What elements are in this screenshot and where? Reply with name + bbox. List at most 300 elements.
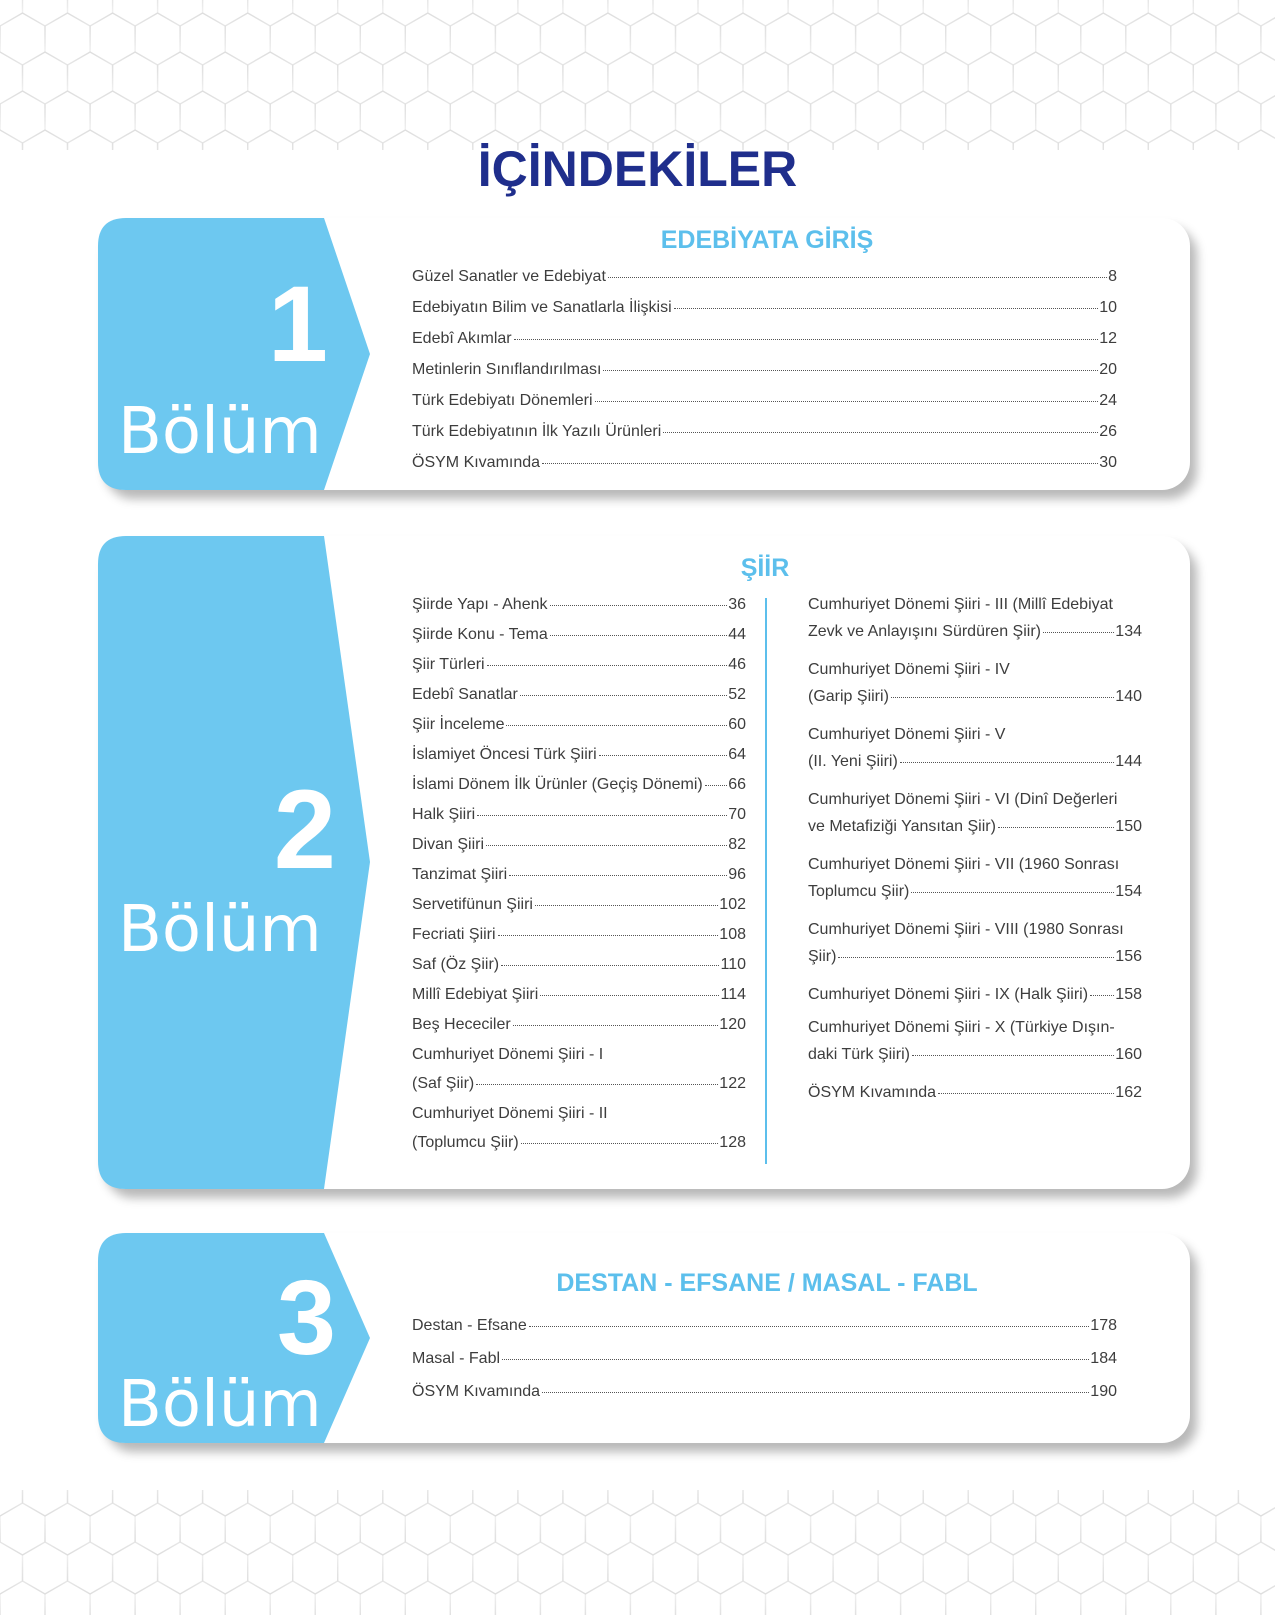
toc-entry-title: Edebiyatın Bilim ve Sanatlarla İlişkisi bbox=[412, 299, 672, 316]
toc-entry-title: Fecriati Şiiri bbox=[412, 926, 496, 943]
dot-leader bbox=[1090, 995, 1114, 996]
toc-entry bbox=[412, 1134, 746, 1152]
section-3-title: DESTAN - EFSANE / MASAL - FABL bbox=[556, 1269, 978, 1297]
hexagon-shape bbox=[248, 1542, 293, 1594]
hexagon-shape bbox=[698, 52, 743, 104]
hexagon-shape bbox=[1193, 1542, 1238, 1594]
hexagon-shape bbox=[495, 1581, 540, 1615]
hexagon-shape bbox=[856, 91, 901, 143]
toc-entry-title: ÖSYM Kıvamında bbox=[412, 1383, 541, 1400]
hexagon-shape bbox=[23, 0, 68, 26]
section-1-number: 1 bbox=[267, 263, 328, 384]
hexagon-shape bbox=[721, 1581, 766, 1615]
toc-entry-first-line: Cumhuriyet Dönemi Şiiri - VI (Dinî Değerleri bbox=[808, 791, 1118, 808]
hexagon-shape bbox=[135, 1503, 180, 1555]
toc-entry bbox=[412, 268, 1117, 286]
hexagon-shape bbox=[653, 0, 698, 26]
hexagon-shape bbox=[1013, 1542, 1058, 1594]
hexagon-shape bbox=[1261, 1503, 1275, 1555]
hexagon-shape bbox=[1148, 52, 1193, 104]
hexagon-shape bbox=[248, 0, 293, 26]
toc-entry-title: Edebî Akımlar bbox=[412, 330, 512, 347]
dot-leader bbox=[487, 665, 728, 666]
hexagon-shape bbox=[923, 1490, 968, 1516]
toc-entry-title: Türk Edebiyatının İlk Yazılı Ürünleri bbox=[412, 423, 662, 440]
hexagon-shape bbox=[203, 52, 248, 104]
toc-entry-page: 20 bbox=[1099, 361, 1117, 378]
hexagon-shape bbox=[113, 1542, 158, 1594]
hexagon-shape bbox=[1193, 52, 1238, 104]
hexagon-shape bbox=[563, 0, 608, 26]
hexagon-shape bbox=[135, 91, 180, 143]
dot-leader bbox=[674, 308, 1099, 309]
hexagon-shape bbox=[811, 1503, 856, 1555]
toc-entry-page: 44 bbox=[728, 626, 746, 643]
hexagon-shape bbox=[968, 1490, 1013, 1516]
hexagon-shape bbox=[1126, 1503, 1171, 1555]
toc-entry-title: (Toplumcu Şiir) bbox=[412, 1134, 519, 1151]
hexagon-shape bbox=[630, 1503, 675, 1555]
toc-entry-title: ÖSYM Kıvamında bbox=[412, 454, 541, 471]
toc-entry-title: daki Türk Şiiri) bbox=[808, 1046, 910, 1063]
hexagon-shape bbox=[158, 1542, 203, 1594]
hexagon-shape bbox=[540, 13, 585, 65]
hexagon-shape bbox=[901, 91, 946, 143]
toc-entry bbox=[412, 330, 1117, 348]
hexagon-shape bbox=[248, 1490, 293, 1516]
dot-leader bbox=[1043, 632, 1114, 633]
toc-entry-page: 128 bbox=[719, 1134, 746, 1151]
toc-entry-title: Cumhuriyet Dönemi Şiiri - IX (Halk Şiiri) bbox=[808, 986, 1089, 1003]
toc-entry bbox=[412, 836, 746, 854]
hexagon-shape bbox=[1103, 1542, 1148, 1594]
hexagon-shape bbox=[721, 13, 766, 65]
hexagon-shape bbox=[23, 52, 68, 104]
hexagon-shape bbox=[0, 1490, 23, 1516]
hexagon-shape bbox=[473, 1542, 518, 1594]
toc-entry bbox=[808, 948, 1142, 966]
hexagon-shape bbox=[721, 91, 766, 143]
hexagon-shape bbox=[968, 0, 1013, 26]
hexagon-shape bbox=[495, 91, 540, 143]
toc-entry-title: Divan Şiiri bbox=[412, 836, 485, 853]
toc-entry bbox=[412, 656, 746, 674]
hexagon-shape bbox=[540, 1581, 585, 1615]
toc-entry-page: 36 bbox=[728, 596, 746, 613]
section-2-card bbox=[98, 536, 1190, 1189]
hexagon-shape bbox=[1238, 1542, 1275, 1594]
dot-leader bbox=[529, 1326, 1090, 1327]
toc-entry-page: 10 bbox=[1099, 299, 1117, 316]
hexagon-shape bbox=[1261, 91, 1275, 143]
hexagon-shape bbox=[315, 1581, 360, 1615]
hexagon-shape bbox=[270, 13, 315, 65]
hexagon-shape bbox=[90, 1503, 135, 1555]
toc-entry-page: 26 bbox=[1099, 423, 1117, 440]
toc-entry-page: 12 bbox=[1099, 330, 1117, 347]
hexagon-shape bbox=[113, 1490, 158, 1516]
hexagon-shape bbox=[293, 1542, 338, 1594]
hexagon-shape bbox=[1238, 0, 1275, 26]
hexagon-shape bbox=[473, 52, 518, 104]
hexagon-shape bbox=[856, 1503, 901, 1555]
toc-entry-page: 60 bbox=[728, 716, 746, 733]
toc-entry-first-line: Cumhuriyet Dönemi Şiiri - II bbox=[412, 1105, 608, 1122]
hexagon-shape bbox=[968, 1542, 1013, 1594]
toc-entry bbox=[412, 626, 746, 644]
toc-entry bbox=[412, 423, 1117, 441]
hexagon-shape bbox=[788, 52, 833, 104]
hexagon-shape bbox=[180, 1503, 225, 1555]
toc-entry bbox=[808, 883, 1142, 901]
toc-entry-first-line: Cumhuriyet Dönemi Şiiri - V bbox=[808, 726, 1006, 743]
hexagon-shape bbox=[428, 1542, 473, 1594]
toc-entry bbox=[808, 688, 1142, 706]
hexagon-shape bbox=[856, 1581, 901, 1615]
hexagon-shape bbox=[0, 1581, 45, 1615]
toc-entry bbox=[412, 454, 1117, 472]
hexagon-pattern-bottom bbox=[0, 1490, 1275, 1615]
toc-entry-title: Şiirde Yapı - Ahenk bbox=[412, 596, 548, 613]
section-1-word: Bölüm bbox=[118, 395, 322, 469]
dot-leader bbox=[603, 370, 1098, 371]
hexagon-shape bbox=[68, 52, 113, 104]
toc-entry-page: 190 bbox=[1090, 1383, 1117, 1400]
hexagon-shape bbox=[270, 1581, 315, 1615]
toc-entry bbox=[412, 361, 1117, 379]
hexagon-shape bbox=[225, 1581, 270, 1615]
dot-leader bbox=[476, 1084, 718, 1085]
hexagon-shape bbox=[766, 1581, 811, 1615]
hexagon-shape bbox=[0, 0, 23, 26]
hexagon-shape bbox=[878, 1542, 923, 1594]
dot-leader bbox=[705, 785, 727, 786]
toc-entry-title: Destan - Efsane bbox=[412, 1317, 527, 1334]
toc-entry-page: 24 bbox=[1099, 392, 1117, 409]
hexagon-shape bbox=[1081, 1503, 1126, 1555]
toc-entry bbox=[412, 596, 746, 614]
hexagon-shape bbox=[878, 1490, 923, 1516]
hexagon-shape bbox=[405, 91, 450, 143]
hexagon-shape bbox=[608, 0, 653, 26]
hexagon-shape bbox=[1013, 1490, 1058, 1516]
hexagon-shape bbox=[856, 13, 901, 65]
hexagon-shape bbox=[1058, 52, 1103, 104]
section-3-word: Bölüm bbox=[118, 1368, 322, 1442]
hexagon-shape bbox=[698, 0, 743, 26]
dot-leader bbox=[486, 845, 727, 846]
dot-leader bbox=[502, 1359, 1089, 1360]
toc-entry-page: 70 bbox=[728, 806, 746, 823]
toc-entry bbox=[412, 392, 1117, 410]
hexagon-shape bbox=[293, 1490, 338, 1516]
hexagon-shape bbox=[743, 52, 788, 104]
hexagon-shape bbox=[585, 1581, 630, 1615]
hexagon-shape bbox=[676, 1581, 721, 1615]
toc-entry-page: 120 bbox=[719, 1016, 746, 1033]
hexagon-shape bbox=[225, 13, 270, 65]
hexagon-shape bbox=[676, 1503, 721, 1555]
dot-leader bbox=[891, 697, 1114, 698]
hexagon-shape bbox=[676, 13, 721, 65]
toc-entry-title: Edebî Sanatlar bbox=[412, 686, 518, 703]
dot-leader bbox=[514, 339, 1099, 340]
dot-leader bbox=[520, 695, 727, 696]
dot-leader bbox=[595, 401, 1099, 402]
section-3-card bbox=[98, 1233, 1190, 1443]
toc-entry-title: Türk Edebiyatı Dönemleri bbox=[412, 392, 593, 409]
hexagon-shape bbox=[630, 1581, 675, 1615]
hexagon-shape bbox=[788, 1490, 833, 1516]
toc-entry-page: 82 bbox=[728, 836, 746, 853]
section-2-chevron bbox=[98, 536, 378, 1189]
hexagon-shape bbox=[0, 52, 23, 104]
toc-entry-page: 122 bbox=[719, 1075, 746, 1092]
dot-leader bbox=[542, 463, 1098, 464]
dot-leader bbox=[521, 1143, 719, 1144]
hexagon-shape bbox=[270, 1503, 315, 1555]
hexagon-shape bbox=[811, 91, 856, 143]
hexagon-shape bbox=[1013, 52, 1058, 104]
hexagon-shape bbox=[630, 91, 675, 143]
toc-entry-page: 150 bbox=[1115, 818, 1142, 835]
dot-leader bbox=[540, 995, 719, 996]
hexagon-shape bbox=[360, 1503, 405, 1555]
toc-entry-title: ve Metafiziği Yansıtan Şiir) bbox=[808, 818, 996, 835]
hexagon-shape bbox=[90, 91, 135, 143]
toc-entry bbox=[808, 1084, 1142, 1102]
toc-entry bbox=[412, 686, 746, 704]
toc-entry-page: 160 bbox=[1115, 1046, 1142, 1063]
hexagon-shape bbox=[788, 0, 833, 26]
hexagon-shape bbox=[1081, 91, 1126, 143]
hexagon-shape bbox=[428, 52, 473, 104]
hexagon-shape bbox=[1238, 1490, 1275, 1516]
hexagon-shape bbox=[630, 13, 675, 65]
dot-leader bbox=[477, 815, 727, 816]
toc-entry bbox=[412, 986, 746, 1004]
hexagon-shape bbox=[495, 1503, 540, 1555]
dot-leader bbox=[550, 605, 728, 606]
hexagon-shape bbox=[1261, 1581, 1275, 1615]
hexagon-shape bbox=[901, 1503, 946, 1555]
hexagon-shape bbox=[45, 1503, 90, 1555]
hexagon-shape bbox=[518, 52, 563, 104]
hexagon-shape bbox=[45, 91, 90, 143]
dot-leader bbox=[911, 892, 1114, 893]
toc-entry-first-line: Cumhuriyet Dönemi Şiiri - IV bbox=[808, 661, 1010, 678]
toc-entry-title: Tanzimat Şiiri bbox=[412, 866, 508, 883]
hexagon-shape bbox=[203, 1542, 248, 1594]
hexagon-shape bbox=[0, 91, 45, 143]
dot-leader bbox=[509, 875, 727, 876]
hexagon-shape bbox=[878, 52, 923, 104]
hexagon-shape bbox=[405, 1581, 450, 1615]
toc-entry-title: Masal - Fabl bbox=[412, 1350, 501, 1367]
toc-entry-page: 140 bbox=[1115, 688, 1142, 705]
toc-entry-page: 64 bbox=[728, 746, 746, 763]
hexagon-shape bbox=[946, 91, 991, 143]
toc-entry-page: 184 bbox=[1090, 1350, 1117, 1367]
toc-entry-first-line: Cumhuriyet Dönemi Şiiri - X (Türkiye Dışın- bbox=[808, 1019, 1115, 1036]
hexagon-shape bbox=[450, 1581, 495, 1615]
toc-entry-title: Toplumcu Şiir) bbox=[808, 883, 910, 900]
toc-entry-first-line: Cumhuriyet Dönemi Şiiri - VII (1960 Sonrası bbox=[808, 856, 1120, 873]
dot-leader bbox=[535, 905, 718, 906]
hexagon-shape bbox=[1148, 1490, 1193, 1516]
hexagon-shape bbox=[203, 1490, 248, 1516]
toc-entry bbox=[412, 1350, 1117, 1368]
dot-leader bbox=[501, 965, 719, 966]
toc-entry bbox=[412, 1016, 746, 1034]
section-1-title: EDEBİYATA GİRİŞ bbox=[660, 226, 874, 254]
hexagon-shape bbox=[743, 1490, 788, 1516]
hexagon-shape bbox=[473, 0, 518, 26]
hexagon-shape bbox=[383, 0, 428, 26]
hexagon-shape bbox=[1216, 91, 1261, 143]
hexagon-shape bbox=[518, 0, 563, 26]
hexagon-shape bbox=[1193, 1490, 1238, 1516]
toc-entry-page: 66 bbox=[728, 776, 746, 793]
section-1-card bbox=[98, 218, 1190, 490]
hexagon-shape bbox=[923, 1542, 968, 1594]
section-2-number: 2 bbox=[273, 767, 336, 892]
hexagon-shape bbox=[1036, 1503, 1081, 1555]
toc-entry bbox=[808, 986, 1142, 1004]
hexagon-shape bbox=[991, 13, 1036, 65]
toc-entry-page: 110 bbox=[720, 956, 746, 973]
dot-leader bbox=[542, 1392, 1089, 1393]
hexagon-shape bbox=[158, 0, 203, 26]
hexagon-shape bbox=[811, 1581, 856, 1615]
hexagon-shape bbox=[338, 1542, 383, 1594]
hexagon-shape bbox=[225, 1503, 270, 1555]
hexagon-shape bbox=[1193, 0, 1238, 26]
dot-leader bbox=[498, 935, 719, 936]
hexagon-shape bbox=[698, 1542, 743, 1594]
toc-entry bbox=[412, 806, 746, 824]
section-2-title: ŞİİR bbox=[740, 554, 790, 582]
hexagon-shape bbox=[946, 1503, 991, 1555]
hexagon-shape bbox=[1036, 1581, 1081, 1615]
hexagon-shape bbox=[923, 52, 968, 104]
hexagon-shape bbox=[540, 91, 585, 143]
hexagon-shape bbox=[563, 1490, 608, 1516]
toc-entry-title: (Saf Şiir) bbox=[412, 1075, 475, 1092]
hexagon-shape bbox=[23, 1490, 68, 1516]
hexagon-shape bbox=[653, 1542, 698, 1594]
hexagon-shape bbox=[0, 1542, 23, 1594]
hexagon-shape bbox=[315, 13, 360, 65]
hexagon-shape bbox=[1148, 0, 1193, 26]
hexagon-shape bbox=[1081, 1581, 1126, 1615]
toc-entry-page: 108 bbox=[719, 926, 746, 943]
toc-entry-page: 52 bbox=[728, 686, 746, 703]
hexagon-shape bbox=[338, 52, 383, 104]
toc-entry-page: 96 bbox=[728, 866, 746, 883]
toc-entry-title: Saf (Öz Şiir) bbox=[412, 956, 500, 973]
toc-entry bbox=[412, 866, 746, 884]
toc-entry-title: Zevk ve Anlayışını Sürdüren Şiir) bbox=[808, 623, 1041, 640]
hexagon-shape bbox=[1216, 1581, 1261, 1615]
hexagon-shape bbox=[135, 13, 180, 65]
hexagon-shape bbox=[1126, 1581, 1171, 1615]
hexagon-shape bbox=[766, 91, 811, 143]
toc-entry-title: ÖSYM Kıvamında bbox=[808, 1084, 937, 1101]
hexagon-shape bbox=[68, 1542, 113, 1594]
toc-entry bbox=[412, 776, 746, 794]
toc-entry-title: Servetifünun Şiiri bbox=[412, 896, 533, 913]
dot-leader bbox=[938, 1093, 1114, 1094]
hexagon-shape bbox=[495, 13, 540, 65]
hexagon-shape bbox=[608, 1490, 653, 1516]
toc-entry-page: 158 bbox=[1115, 986, 1142, 1003]
hexagon-shape bbox=[833, 1490, 878, 1516]
hexagon-shape bbox=[1216, 13, 1261, 65]
dot-leader bbox=[513, 1025, 719, 1026]
toc-entry-title: Güzel Sanatler ve Edebiyat bbox=[412, 268, 606, 285]
dot-leader bbox=[998, 827, 1114, 828]
hexagon-shape bbox=[833, 52, 878, 104]
toc-entry bbox=[412, 1317, 1117, 1335]
toc-entry-page: 114 bbox=[720, 986, 746, 1003]
hexagon-shape bbox=[1126, 91, 1171, 143]
page-title: İÇİNDEKİLER bbox=[477, 141, 798, 197]
hexagon-shape bbox=[1058, 0, 1103, 26]
toc-entry-page: 30 bbox=[1099, 454, 1117, 471]
hexagon-shape bbox=[518, 1542, 563, 1594]
dot-leader bbox=[599, 755, 728, 756]
toc-entry-title: Şiirde Konu - Tema bbox=[412, 626, 548, 643]
hexagon-shape bbox=[878, 0, 923, 26]
toc-entry-title: Halk Şiiri bbox=[412, 806, 476, 823]
hexagon-shape bbox=[676, 91, 721, 143]
hexagon-shape bbox=[1103, 52, 1148, 104]
toc-entry-page: 154 bbox=[1115, 883, 1142, 900]
hexagon-shape bbox=[1171, 13, 1216, 65]
hexagon-shape bbox=[1171, 91, 1216, 143]
toc-entry bbox=[412, 926, 746, 944]
hexagon-shape bbox=[1238, 52, 1275, 104]
section-3-number: 3 bbox=[277, 1259, 336, 1377]
hexagon-shape bbox=[405, 13, 450, 65]
hexagon-shape bbox=[383, 1542, 428, 1594]
toc-entry bbox=[412, 746, 746, 764]
hexagon-shape bbox=[946, 1581, 991, 1615]
hexagon-shape bbox=[450, 1503, 495, 1555]
toc-entry-page: 144 bbox=[1115, 753, 1142, 770]
hexagon-pattern-top bbox=[0, 0, 1275, 150]
hexagon-shape bbox=[563, 52, 608, 104]
toc-entry-first-line: Cumhuriyet Dönemi Şiiri - VIII (1980 Sonrası bbox=[808, 921, 1124, 938]
hexagon-shape bbox=[45, 1581, 90, 1615]
hexagon-shape bbox=[0, 1503, 45, 1555]
hexagon-shape bbox=[0, 13, 45, 65]
hexagon-shape bbox=[113, 52, 158, 104]
hexagon-shape bbox=[1036, 13, 1081, 65]
section-2-word: Bölüm bbox=[118, 893, 322, 967]
hexagon-shape bbox=[23, 1542, 68, 1594]
hexagon-shape bbox=[698, 1490, 743, 1516]
toc-entry-first-line: Cumhuriyet Dönemi Şiiri - I bbox=[412, 1046, 604, 1063]
hexagon-shape bbox=[743, 1542, 788, 1594]
toc-entry-title: Beş Hececiler bbox=[412, 1016, 511, 1033]
hexagon-shape bbox=[248, 52, 293, 104]
hexagon-shape bbox=[540, 1503, 585, 1555]
hexagon-shape bbox=[180, 13, 225, 65]
hexagon-shape bbox=[811, 13, 856, 65]
toc-entry-page: 178 bbox=[1090, 1317, 1117, 1334]
